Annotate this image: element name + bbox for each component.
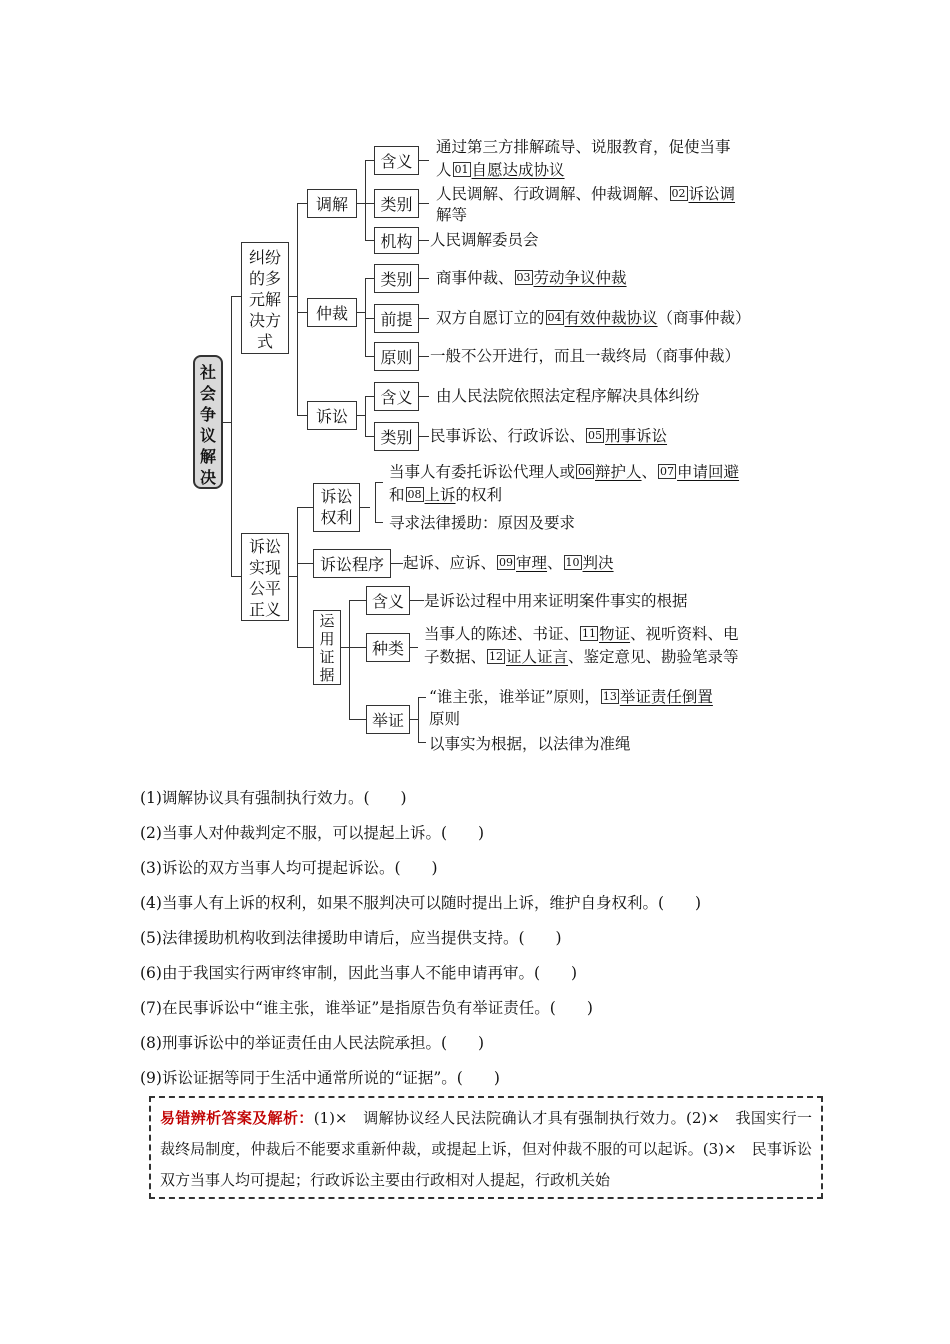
node-mediation-meaning: 含义 [374, 146, 419, 175]
question-4: (4)当事人有上诉的权利，如果不服判决可以随时提出上诉，维护自身权利。( ) [140, 894, 702, 912]
blank-number-07: 07 [660, 465, 675, 478]
text: 商事仲裁、 [436, 269, 514, 287]
mediation-meaning-line1: 通过第三方排解疏导、说服教育，促使当事 [436, 138, 731, 156]
question-8: (8)刑事诉讼中的举证责任由人民法院承担。( ) [140, 1034, 485, 1052]
question-6: (6)由于我国实行两审终审制，因此当事人不能申请再审。( ) [140, 964, 578, 982]
burden-line2: 原则 [429, 710, 461, 728]
question-7: (7)在民事诉讼中“谁主张，谁举证”是指原告负有举证责任。( ) [140, 999, 593, 1017]
blank-number-03: 03 [516, 271, 531, 284]
evidence-meaning-text: 是诉讼过程中用来证明案件事实的根据 [424, 592, 688, 610]
answer-06: 辩护人 [595, 463, 642, 481]
blank-number-10: 10 [565, 556, 580, 569]
answer-03: 劳动争议仲裁 [533, 269, 627, 287]
blank-number-08: 08 [407, 488, 422, 501]
text: 、视听资料、电 [630, 625, 739, 643]
answer-05: 刑事诉讼 [605, 427, 668, 445]
node-use-evidence: 运用证据 [313, 610, 341, 685]
text: 当事人的陈述、书证、 [424, 625, 580, 643]
node-evidence-types: 种类 [366, 633, 410, 662]
node-litigation-types: 类别 [374, 422, 419, 451]
rights-line3: 寻求法律援助：原因及要求 [389, 514, 576, 532]
answer-09: 审理 [516, 554, 548, 572]
node-mediation-agency: 机构 [374, 227, 419, 254]
text: 双方自愿订立的 [436, 309, 545, 327]
question-3: (3)诉讼的双方当事人均可提起诉讼。( ) [140, 859, 438, 877]
answer-02: 诉讼调 [688, 185, 736, 203]
blank-number-12: 12 [489, 650, 504, 663]
node-litigation-rights: 诉讼权利 [313, 483, 360, 532]
litigation-types-text [430, 425, 667, 447]
arbitration-principle-text: 一般不公开进行，而且一裁终局（商事仲裁） [430, 347, 741, 365]
procedure-text [403, 552, 614, 574]
answer-01: 自愿达成协议 [471, 161, 565, 179]
text: 和 [389, 486, 405, 504]
text: 起诉、应诉、 [403, 554, 497, 572]
node-arbitration: 仲裁 [307, 298, 357, 327]
blank-number-06: 06 [578, 465, 593, 478]
arbitration-premise-text [436, 307, 751, 329]
text: 、 [641, 463, 658, 481]
text: 民事诉讼、行政诉讼、 [430, 427, 586, 445]
text: 子数据、 [424, 648, 487, 666]
question-1: (1)调解协议具有强制执行效力。( ) [140, 789, 407, 807]
node-litigation-procedure: 诉讼程序 [313, 549, 391, 578]
mediation-types-line1 [436, 183, 735, 205]
answer-04: 有效仲裁协议 [564, 309, 658, 327]
branch-litigation-justice: 诉讼实现公平正义 [241, 533, 289, 621]
blank-number-04: 04 [547, 311, 562, 324]
node-arbitration-types: 类别 [374, 264, 419, 293]
evidence-types-line2 [424, 646, 739, 668]
text: 人 [436, 161, 452, 179]
node-litigation-meaning: 含义 [374, 382, 419, 411]
node-mediation-types: 类别 [374, 189, 419, 218]
rights-line2 [389, 484, 502, 506]
blank-number-11: 11 [582, 627, 597, 640]
answer-11: 物证 [599, 625, 631, 643]
blank-number-05: 05 [588, 429, 603, 442]
mindmap-root: 社会争议解决 [193, 355, 223, 489]
text: 的权利 [455, 486, 503, 504]
evidence-types-line1 [424, 623, 739, 645]
mediation-types-line2: 解等 [436, 206, 468, 224]
node-burden-of-proof: 举证 [366, 705, 410, 734]
mediation-agency-text: 人民调解委员会 [430, 231, 539, 249]
node-litigation: 诉讼 [307, 401, 357, 430]
blank-number-01: 01 [454, 163, 469, 176]
text: “谁主张，谁举证”原则， [429, 688, 600, 706]
text: 人民调解、行政调解、仲裁调解、 [436, 185, 669, 203]
node-arbitration-premise: 前提 [374, 304, 419, 333]
text: 、 [547, 554, 563, 572]
blank-number-13: 13 [602, 690, 617, 703]
node-arbitration-principle: 原则 [374, 342, 419, 371]
node-mediation: 调解 [307, 189, 357, 218]
text: （商事仲裁） [657, 309, 751, 327]
burden-line3: 以事实为根据，以法律为准绳 [429, 735, 631, 753]
node-evidence-meaning: 含义 [366, 586, 410, 615]
text: 当事人有委托诉讼代理人或 [389, 463, 576, 481]
answer-text: (1)× 调解协议经人民法院确认才具有强制执行效力。(2)× 我国实行一裁终局制度，仲裁后不能要求重新仲裁，或提起上诉，但对仲裁不服的可以起诉。(3)× 民事诉讼双方当事人均可提起；行政诉讼主要由行政相对人提起，行政机关始 [160, 1109, 812, 1189]
answer-13: 举证责任倒置 [619, 688, 713, 706]
answer-heading: 易错辨析答案及解析： [160, 1109, 314, 1127]
litigation-meaning-text: 由人民法院依照法定程序解决具体纠纷 [436, 387, 700, 405]
blank-number-09: 09 [499, 556, 514, 569]
text: 、鉴定意见、勘验笔录等 [568, 648, 739, 666]
answer-12: 证人证言 [506, 648, 569, 666]
blank-number-02: 02 [671, 187, 686, 200]
question-2: (2)当事人对仲裁判定不服，可以提起上诉。( ) [140, 824, 485, 842]
arbitration-types-text [436, 267, 627, 289]
answer-10: 判决 [582, 554, 614, 572]
question-5: (5)法律援助机构收到法律援助申请后，应当提供支持。( ) [140, 929, 562, 947]
question-9: (9)诉讼证据等同于生活中通常所说的“证据”。( ) [140, 1069, 500, 1087]
rights-line1 [389, 461, 739, 483]
branch-dispute-resolution: 纠纷的多元解决方式 [241, 242, 289, 354]
answer-08: 上诉 [424, 486, 456, 504]
answer-explanation-box [149, 1096, 823, 1199]
mediation-meaning-line2 [436, 159, 565, 181]
burden-line1 [429, 686, 713, 708]
answer-07: 申请回避 [677, 463, 740, 481]
